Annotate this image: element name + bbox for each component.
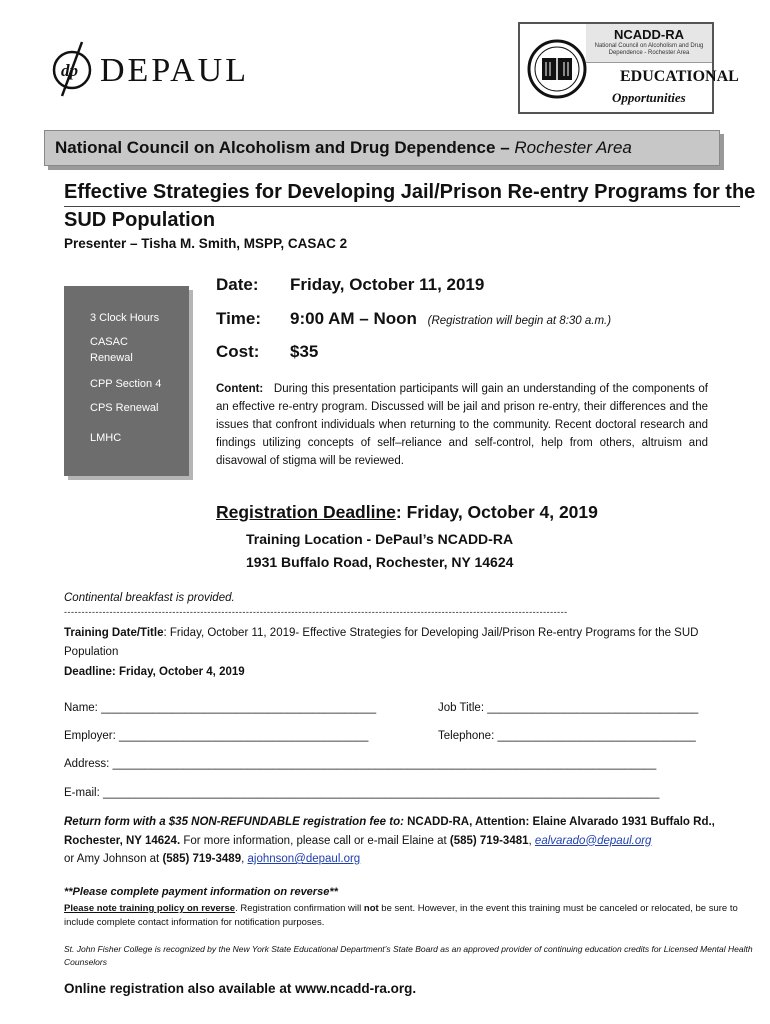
title-line-2: SUD Population: [64, 209, 216, 231]
organization-banner: [44, 130, 720, 166]
cost-label: Cost:: [216, 342, 260, 361]
credit-lmhc: LMHC: [90, 432, 122, 444]
credits-sidebox: [64, 286, 189, 476]
email-field[interactable]: E-mail: _______________________________________________________________________________________: [64, 787, 660, 799]
presenter: Presenter – Tisha M. Smith, MSPP, CASAC 2: [64, 236, 348, 251]
return-fee: Return form with a $35 NON-REFUNDABLE registration fee to:: [64, 816, 404, 828]
training-location: Training Location - DePaul’s NCADD-RA: [246, 531, 514, 547]
depaul-emblem-icon: [48, 40, 98, 98]
credit-casac: CASAC: [90, 336, 128, 348]
form-training-info: [64, 624, 754, 661]
badge-educational: EDUCATIONAL: [620, 68, 739, 85]
book-emblem-icon: [526, 38, 588, 100]
date-label: Date:: [216, 275, 259, 294]
ncadd-badge: [518, 22, 739, 114]
credit-renewal: Renewal: [90, 352, 133, 364]
policy-note: [64, 902, 754, 930]
phone-amy: (585) 719-3489: [162, 853, 242, 865]
fisher-college-note: St. John Fisher College is recognized by the New York State Educational Department’s State Board as an approved provider of continuing education credits for Licensed Mental Health Counselors: [64, 944, 753, 967]
policy-text-2: be sent. However, in the event this training must be canceled or relocated, be sure to include complete contact information for notification purposes.: [64, 903, 738, 928]
policy-text-1: . Registration confirmation will: [235, 903, 364, 914]
employer-field[interactable]: Employer: _______________________________________: [64, 730, 369, 742]
email-amy-link[interactable]: ajohnson@depaul.org: [247, 853, 361, 865]
address-field[interactable]: Address: _____________________________________________________________________________________: [64, 758, 657, 770]
logo-wordmark: DEPAUL: [100, 52, 249, 89]
form-training-text: : Friday, October 11, 2019- Effective Strategies for Developing Jail/Prison Re-entry Programs for the SUD Population: [64, 627, 699, 658]
return-address: NCADD-RA, Attention: Elaine Alvarado 1931 Buffalo Rd., Rochester, NY 14624.: [64, 816, 715, 847]
content-text: During this presentation participants will gain an understanding of the components of an effective re-entry program. Discussed will be jail and prison re-entry, their differences and the issues that confront individuals when returning to the community. Recent doctoral research and findings utilizing concepts of self–reliance and self-control, help from others, altruism and disavowal of stigma will be reviewed.: [216, 383, 708, 467]
badge-opportunities: Opportunities: [612, 90, 686, 105]
content-label: Content:: [216, 383, 264, 395]
policy-label: Please note training policy on reverse: [64, 903, 236, 914]
form-deadline: Deadline: Friday, October 4, 2019: [64, 666, 245, 678]
logo-mark: dp: [61, 61, 78, 80]
credit-cpp: CPP Section 4: [90, 378, 162, 390]
time-value: 9:00 AM – Noon: [290, 309, 417, 328]
email-elaine-link[interactable]: ealvarado@depaul.org: [534, 834, 652, 847]
title-line-1: Effective Strategies for Developing Jail/Prison Re-entry Programs for the: [64, 181, 756, 203]
job-title-field[interactable]: Job Title: _________________________________: [438, 702, 699, 714]
banner-area: Rochester Area: [514, 138, 632, 157]
deadline-value: : Friday, October 4, 2019: [395, 502, 598, 522]
form-training-label: Training Date/Title: [64, 627, 164, 639]
time-label: Time:: [216, 309, 262, 328]
banner-main: National Council on Alcoholism and Drug Dependence –: [55, 138, 515, 157]
cut-line: ------------------------------------------------------------------------------------------------------------------------------------------------: [64, 607, 568, 617]
phone-elaine: (585) 719-3481: [449, 834, 529, 847]
payment-note: **Please complete payment information on reverse**: [64, 886, 338, 898]
title-underline: [64, 206, 740, 207]
deadline-label: Registration Deadline: [216, 502, 396, 522]
date-value: Friday, October 11, 2019: [290, 275, 485, 294]
telephone-field[interactable]: Telephone: _______________________________: [438, 730, 696, 742]
registration-deadline: [216, 502, 598, 523]
return-instructions: Return form with a $35 NON-REFUNDABLE registration fee to: NCADD-RA, Attention: Elaine Alvarado 1931 Buffalo Rd., Rochester, NY 14624. For more information, please call or e-mail Elaine at (585) 719-3481, ealvarado@depaul.org or Amy Johnson at (585) 719-3489, ajohnson@depaul.org: [64, 816, 715, 865]
online-registration: Online registration also available at www.ncadd-ra.org.: [64, 981, 417, 996]
registration-note: (Registration will begin at 8:30 a.m.): [427, 315, 612, 327]
badge-name: NCADD-RA: [613, 27, 685, 42]
return-info-amy: or Amy Johnson at: [64, 853, 163, 865]
breakfast-note: Continental breakfast is provided.: [64, 592, 235, 604]
depaul-logo: [48, 40, 249, 98]
return-info: For more information, please call or e-mail Elaine at: [180, 834, 450, 847]
badge-header: [586, 24, 712, 63]
cost-value: $35: [290, 342, 319, 361]
policy-not: not: [363, 903, 379, 914]
time-value-row: [290, 309, 611, 329]
training-address: 1931 Buffalo Road, Rochester, NY 14624: [246, 554, 514, 570]
content-description: [216, 380, 708, 470]
name-field[interactable]: Name: ___________________________________________: [64, 702, 377, 714]
credit-cps: CPS Renewal: [90, 402, 159, 414]
credit-clock-hours: 3 Clock Hours: [90, 312, 160, 324]
badge-subtitle: National Council on Alcoholism and Drug Dependence - Rochester Area: [594, 43, 704, 56]
